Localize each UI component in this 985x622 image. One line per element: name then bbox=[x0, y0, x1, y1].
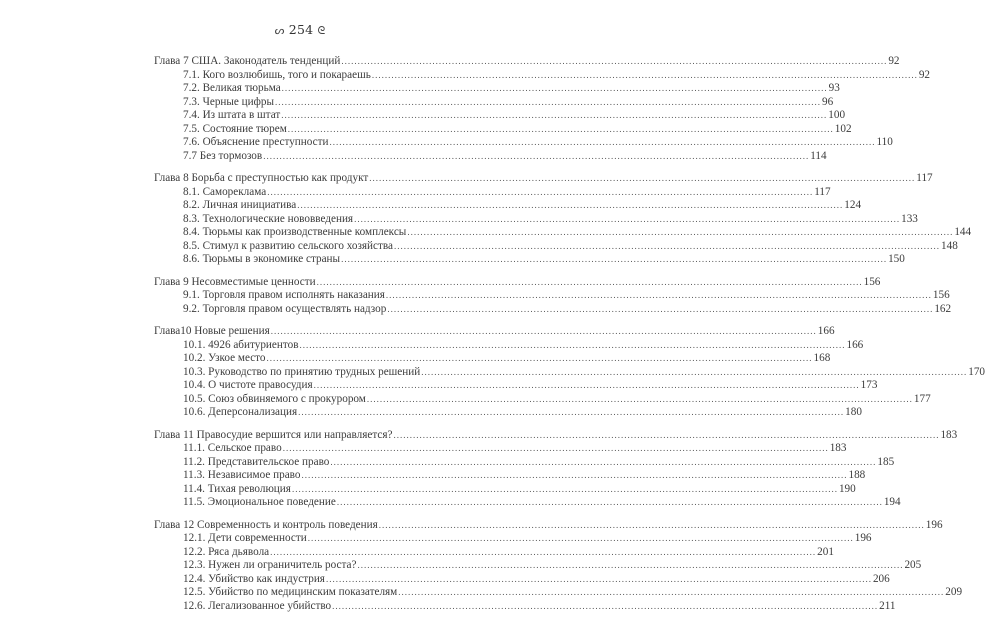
section-entry-page: 173 bbox=[860, 379, 878, 391]
dot-leader bbox=[301, 469, 847, 483]
section-entry-page: 168 bbox=[813, 352, 831, 364]
section-entry bbox=[154, 95, 834, 110]
dot-leader bbox=[369, 172, 915, 186]
toc-chapter bbox=[154, 518, 963, 614]
chapter-entry-page: 183 bbox=[940, 428, 958, 441]
dot-leader bbox=[337, 496, 883, 510]
dot-leader bbox=[332, 600, 878, 614]
section-entry-page: 196 bbox=[854, 532, 872, 544]
section-entry bbox=[154, 212, 918, 227]
section-entry bbox=[154, 185, 831, 200]
section-entry bbox=[154, 109, 846, 123]
dot-leader bbox=[330, 456, 876, 470]
chapter-entry-page: 92 bbox=[888, 55, 900, 67]
section-entry-page: 96 bbox=[822, 95, 834, 108]
section-entry-title: 11.5. Эмоциональное поведение bbox=[183, 496, 336, 508]
section-entry-title: 12.6. Легализованное убийство bbox=[183, 599, 332, 612]
chapter-entry-title: Глава 11 Правосудие вершится или направляется? bbox=[154, 428, 393, 441]
chapter-entry-title: Глава 12 Современность и контроль поведения bbox=[154, 518, 378, 531]
section-entry-title: 7.1. Кого возлюбишь, того и покараешь bbox=[183, 68, 371, 81]
dot-leader bbox=[421, 366, 967, 380]
section-entry bbox=[154, 392, 931, 407]
section-entry-page: 185 bbox=[877, 455, 895, 468]
section-entry bbox=[154, 199, 862, 213]
section-entry-title: 10.5. Союз обвиняемого с прокурором bbox=[183, 392, 366, 405]
chapter-entry bbox=[154, 55, 900, 69]
dot-leader bbox=[267, 352, 813, 366]
section-entry-page: 170 bbox=[968, 365, 985, 378]
chapter-entry-title: Глава 7 США. Законодатель тенденций bbox=[154, 55, 341, 67]
chapter-entry-title: Глава10 Новые решения bbox=[154, 325, 270, 337]
section-entry-page: 166 bbox=[846, 338, 864, 351]
section-entry bbox=[154, 338, 864, 353]
dot-leader bbox=[271, 325, 817, 339]
section-entry bbox=[154, 122, 852, 137]
section-entry-page: 194 bbox=[883, 496, 901, 508]
dot-leader bbox=[394, 240, 940, 254]
chapter-entry bbox=[154, 428, 958, 443]
dot-leader bbox=[275, 96, 821, 110]
chapter-entry-page: 117 bbox=[916, 172, 933, 184]
section-entry-page: 133 bbox=[901, 212, 918, 225]
ornament-left-icon: ᔕ bbox=[274, 24, 285, 37]
chapter-entry-title: Глава 9 Несовместимые ценности bbox=[154, 275, 316, 288]
page-number: 254 bbox=[288, 22, 314, 37]
section-entry-title: 7.4. Из штата в штат bbox=[183, 109, 281, 121]
section-entry-title: 11.3. Независимое право bbox=[183, 469, 301, 481]
section-entry bbox=[154, 289, 950, 303]
chapter-entry-page: 196 bbox=[925, 518, 943, 531]
section-entry bbox=[154, 149, 827, 164]
section-entry-title: 10.4. О чистоте правосудия bbox=[183, 379, 313, 391]
dot-leader bbox=[326, 573, 872, 587]
toc-chapter bbox=[154, 325, 985, 420]
section-entry bbox=[154, 586, 963, 600]
section-entry-page: 150 bbox=[888, 253, 905, 265]
section-entry bbox=[154, 469, 866, 483]
section-entry-title: 11.4. Тихая революция bbox=[183, 482, 291, 495]
table-of-contents bbox=[154, 55, 985, 622]
toc-chapter bbox=[154, 55, 930, 163]
dot-leader bbox=[299, 339, 845, 353]
section-entry-page: 148 bbox=[941, 239, 958, 252]
section-entry bbox=[154, 482, 856, 497]
section-entry bbox=[154, 599, 896, 614]
dot-leader bbox=[341, 55, 887, 69]
section-entry bbox=[154, 82, 840, 96]
section-entry bbox=[154, 68, 930, 83]
toc-chapter bbox=[154, 275, 952, 317]
section-entry-page: 211 bbox=[879, 599, 896, 612]
dot-leader bbox=[393, 429, 939, 443]
dot-leader bbox=[386, 289, 932, 303]
section-entry-title: 10.3. Руководство по принятию трудных решений bbox=[183, 365, 421, 378]
section-entry-page: 190 bbox=[838, 482, 856, 495]
section-entry-title: 12.3. Нужен ли ограничитель роста? bbox=[183, 559, 357, 571]
dot-leader bbox=[372, 69, 918, 83]
section-entry bbox=[154, 442, 847, 456]
section-entry-page: 162 bbox=[934, 302, 952, 315]
section-entry-page: 117 bbox=[814, 185, 831, 198]
section-entry-title: 10.2. Узкое место bbox=[183, 352, 266, 364]
dot-leader bbox=[314, 379, 860, 393]
section-entry-title: 12.5. Убийство по медицинским показателям bbox=[183, 586, 398, 598]
dot-leader bbox=[267, 186, 813, 200]
dot-leader bbox=[367, 393, 913, 407]
section-entry-page: 201 bbox=[817, 545, 834, 558]
dot-leader bbox=[398, 586, 944, 600]
section-entry-title: 10.6. Деперсонализация bbox=[183, 406, 298, 418]
dot-leader bbox=[407, 226, 953, 240]
section-entry bbox=[154, 226, 972, 240]
section-entry bbox=[154, 136, 893, 150]
section-entry-page: 93 bbox=[828, 82, 840, 94]
chapter-entry-title: Глава 8 Борьба с преступностью как продукт bbox=[154, 172, 369, 184]
dot-leader bbox=[308, 532, 854, 546]
section-entry-title: 7.6. Объяснение преступности bbox=[183, 136, 329, 148]
ornament-right-icon: ᘓ bbox=[317, 24, 326, 37]
section-entry bbox=[154, 532, 872, 546]
section-entry-page: 206 bbox=[872, 572, 890, 585]
section-entry-page: 156 bbox=[932, 289, 950, 301]
section-entry-title: 11.2. Представительское право bbox=[183, 455, 330, 468]
section-entry bbox=[154, 545, 834, 560]
section-entry-title: 8.6. Тюрьмы в экономике страны bbox=[183, 253, 341, 265]
section-entry-title: 12.1. Дети современности bbox=[183, 532, 307, 544]
section-entry-title: 8.2. Личная инициатива bbox=[183, 199, 297, 211]
section-entry-title: 8.1. Самореклама bbox=[183, 185, 267, 198]
dot-leader bbox=[354, 213, 900, 227]
section-entry-title: 12.2. Ряса дьявола bbox=[183, 545, 270, 558]
section-entry-title: 10.1. 4926 абитуриентов bbox=[183, 338, 299, 351]
chapter-entry bbox=[154, 518, 943, 533]
section-entry bbox=[154, 365, 985, 380]
dot-leader bbox=[297, 199, 843, 213]
chapter-entry-page: 166 bbox=[817, 325, 835, 337]
section-entry-page: 92 bbox=[918, 68, 930, 81]
dot-leader bbox=[357, 559, 903, 573]
dot-leader bbox=[281, 109, 827, 123]
section-entry-title: 8.5. Стимул к развитию сельского хозяйства bbox=[183, 239, 393, 252]
dot-leader bbox=[298, 406, 844, 420]
chapter-entry bbox=[154, 275, 881, 290]
dot-leader bbox=[263, 150, 809, 164]
section-entry-page: 110 bbox=[876, 136, 893, 148]
section-entry-title: 7.5. Состояние тюрем bbox=[183, 122, 287, 135]
dot-leader bbox=[283, 442, 829, 456]
section-entry-title: 7.7 Без тормозов bbox=[183, 149, 263, 162]
toc-chapter bbox=[154, 172, 972, 267]
section-entry bbox=[154, 352, 831, 366]
section-entry-title: 7.3. Черные цифры bbox=[183, 95, 275, 108]
dot-leader bbox=[270, 546, 816, 560]
section-entry bbox=[154, 406, 862, 420]
section-entry-page: 102 bbox=[834, 122, 852, 135]
section-entry bbox=[154, 496, 901, 510]
section-entry-page: 177 bbox=[913, 392, 931, 405]
section-entry bbox=[154, 572, 890, 587]
dot-leader bbox=[317, 276, 863, 290]
section-entry-title: 8.4. Тюрьмы как производственные комплексы bbox=[183, 226, 407, 238]
section-entry bbox=[154, 253, 905, 267]
section-entry-page: 114 bbox=[810, 149, 827, 162]
chapter-entry-page: 156 bbox=[863, 275, 881, 288]
section-entry-title: 12.4. Убийство как индустрия bbox=[183, 572, 325, 585]
section-entry-page: 188 bbox=[848, 469, 866, 481]
section-entry-page: 183 bbox=[829, 442, 847, 454]
section-entry-page: 205 bbox=[904, 559, 922, 571]
section-entry-page: 124 bbox=[844, 199, 862, 211]
dot-leader bbox=[288, 123, 834, 137]
section-entry-title: 8.3. Технологические нововведения bbox=[183, 212, 354, 225]
section-entry-title: 7.2. Великая тюрьма bbox=[183, 82, 281, 94]
section-entry-page: 100 bbox=[828, 109, 846, 121]
section-entry bbox=[154, 559, 922, 573]
section-entry-page: 209 bbox=[945, 586, 963, 598]
dot-leader bbox=[379, 519, 925, 533]
section-entry bbox=[154, 239, 958, 254]
dot-leader bbox=[329, 136, 875, 150]
page-header bbox=[0, 22, 600, 38]
section-entry-title: 11.1. Сельское право bbox=[183, 442, 282, 454]
dot-leader bbox=[387, 303, 933, 317]
section-entry bbox=[154, 455, 895, 470]
section-entry bbox=[154, 379, 878, 393]
dot-leader bbox=[292, 483, 838, 497]
section-entry bbox=[154, 302, 952, 317]
section-entry-title: 9.1. Торговля правом исполнять наказания bbox=[183, 289, 385, 301]
chapter-entry bbox=[154, 172, 933, 186]
section-entry-page: 144 bbox=[954, 226, 972, 238]
section-entry-page: 180 bbox=[845, 406, 862, 418]
dot-leader bbox=[341, 253, 887, 267]
section-entry-title: 9.2. Торговля правом осуществлять надзор bbox=[183, 302, 387, 315]
dot-leader bbox=[282, 82, 828, 96]
toc-chapter bbox=[154, 428, 958, 510]
chapter-entry bbox=[154, 325, 835, 339]
